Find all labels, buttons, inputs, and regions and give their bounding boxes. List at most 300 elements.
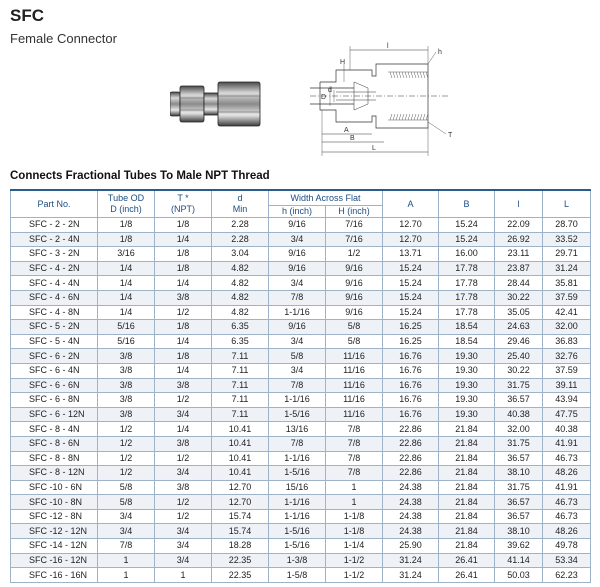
col-tube-od <box>98 190 155 218</box>
table-cell: 31.24 <box>383 568 439 583</box>
table-cell: 16.25 <box>383 320 439 335</box>
table-row <box>11 495 591 510</box>
table-cell: 1 <box>155 568 212 583</box>
table-cell: 15.24 <box>383 305 439 320</box>
table-cell: 5/8 <box>326 334 383 349</box>
table-row <box>11 290 591 305</box>
table-row <box>11 568 591 583</box>
table-cell: 1/4 <box>98 305 155 320</box>
table-cell: 6.35 <box>212 334 269 349</box>
table-cell: 13.71 <box>383 247 439 262</box>
table-cell: 15.74 <box>212 509 269 524</box>
table-cell: 21.84 <box>439 524 495 539</box>
label-D: D <box>321 94 327 101</box>
part-number-cell: SFC - 5 - 4N <box>11 334 98 349</box>
table-row <box>11 393 591 408</box>
table-cell: 7/8 <box>269 290 326 305</box>
table-cell: 1-1/16 <box>269 451 326 466</box>
page-subtitle: Female Connector <box>10 31 117 46</box>
table-cell: 5/8 <box>326 320 383 335</box>
table-cell: 30.22 <box>495 363 543 378</box>
table-cell: 1/4 <box>98 290 155 305</box>
part-number-cell: SFC -16 - 12N <box>11 553 98 568</box>
table-cell: 1/4 <box>98 261 155 276</box>
table-cell: 36.57 <box>495 495 543 510</box>
table-cell: 1/4 <box>98 276 155 291</box>
table-cell: 7/8 <box>98 539 155 554</box>
table-cell: 15/16 <box>269 480 326 495</box>
table-cell: 16.76 <box>383 407 439 422</box>
table-cell: 3/16 <box>98 247 155 262</box>
table-cell: 1/8 <box>98 218 155 233</box>
table-cell: 10.41 <box>212 436 269 451</box>
col-d <box>212 190 269 218</box>
table-cell: 3/8 <box>98 378 155 393</box>
table-cell: 3/4 <box>269 276 326 291</box>
table-cell: 1/2 <box>155 305 212 320</box>
table-cell: 38.10 <box>495 524 543 539</box>
table-cell: 4.82 <box>212 261 269 276</box>
table-cell: 1-5/16 <box>269 524 326 539</box>
table-cell: 16.76 <box>383 393 439 408</box>
table-cell: 19.30 <box>439 363 495 378</box>
table-cell: 5/16 <box>98 320 155 335</box>
col-t-label: T * <box>177 193 189 203</box>
table-row <box>11 261 591 276</box>
table-cell: 39.11 <box>543 378 591 393</box>
col-tube-od-label: Tube OD <box>107 193 145 203</box>
part-number-cell: SFC - 4 - 2N <box>11 261 98 276</box>
table-cell: 15.24 <box>439 232 495 247</box>
table-cell: 12.70 <box>383 218 439 233</box>
table-cell: 35.05 <box>495 305 543 320</box>
table-cell: 26.41 <box>439 553 495 568</box>
table-cell: 7/8 <box>326 466 383 481</box>
part-number-cell: SFC -12 - 12N <box>11 524 98 539</box>
table-cell: 46.73 <box>543 451 591 466</box>
table-cell: 17.78 <box>439 290 495 305</box>
table-cell: 1/2 <box>326 247 383 262</box>
table-row <box>11 305 591 320</box>
table-cell: 5/8 <box>98 495 155 510</box>
table-row <box>11 422 591 437</box>
table-cell: 3/8 <box>155 378 212 393</box>
table-cell: 18.28 <box>212 539 269 554</box>
table-cell: 1/2 <box>98 451 155 466</box>
table-row <box>11 218 591 233</box>
part-number-cell: SFC - 4 - 6N <box>11 290 98 305</box>
table-cell: 7.11 <box>212 393 269 408</box>
table-cell: 31.75 <box>495 378 543 393</box>
table-cell: 9/16 <box>326 276 383 291</box>
part-number-cell: SFC - 6 - 4N <box>11 363 98 378</box>
label-A: A <box>344 127 349 134</box>
table-row <box>11 539 591 554</box>
table-cell: 1/4 <box>155 363 212 378</box>
table-cell: 7.11 <box>212 349 269 364</box>
page-title: SFC <box>10 6 44 25</box>
table-cell: 23.11 <box>495 247 543 262</box>
table-cell: 26.92 <box>495 232 543 247</box>
table-cell: 24.63 <box>495 320 543 335</box>
table-cell: 11/16 <box>326 393 383 408</box>
col-d-unit: Min <box>232 204 248 214</box>
table-cell: 15.24 <box>383 290 439 305</box>
table-cell: 32.00 <box>495 422 543 437</box>
table-cell: 3/4 <box>155 466 212 481</box>
table-cell: 16.76 <box>383 363 439 378</box>
table-cell: 7/8 <box>269 378 326 393</box>
table-row <box>11 509 591 524</box>
table-cell: 19.30 <box>439 349 495 364</box>
table-row <box>11 553 591 568</box>
table-cell: 24.38 <box>383 495 439 510</box>
table-cell: 3/4 <box>269 232 326 247</box>
table-cell: 1/2 <box>98 422 155 437</box>
table-cell: 37.59 <box>543 290 591 305</box>
table-row <box>11 480 591 495</box>
table-cell: 1/8 <box>155 349 212 364</box>
table-cell: 3/8 <box>98 349 155 364</box>
table-cell: 7.11 <box>212 363 269 378</box>
table-row <box>11 466 591 481</box>
table-cell: 46.73 <box>543 495 591 510</box>
table-cell: 1/8 <box>155 320 212 335</box>
table-cell: 21.84 <box>439 539 495 554</box>
table-cell: 3/8 <box>98 363 155 378</box>
table-cell: 2.28 <box>212 218 269 233</box>
table-cell: 7/16 <box>326 218 383 233</box>
col-t <box>155 190 212 218</box>
table-cell: 5/16 <box>98 334 155 349</box>
table-cell: 7/8 <box>269 436 326 451</box>
table-cell: 3/8 <box>155 290 212 305</box>
part-number-cell: SFC -10 - 8N <box>11 495 98 510</box>
part-number-cell: SFC -10 - 6N <box>11 480 98 495</box>
table-cell: 22.86 <box>383 422 439 437</box>
label-T: T <box>448 132 453 139</box>
table-cell: 1/2 <box>155 393 212 408</box>
table-cell: 31.24 <box>543 261 591 276</box>
table-row <box>11 276 591 291</box>
label-l: l <box>387 43 389 50</box>
table-cell: 7/16 <box>326 232 383 247</box>
table-cell: 62.23 <box>543 568 591 583</box>
table-cell: 36.83 <box>543 334 591 349</box>
table-cell: 22.35 <box>212 568 269 583</box>
table-cell: 5/8 <box>98 480 155 495</box>
table-cell: 3.04 <box>212 247 269 262</box>
table-cell: 1/2 <box>155 451 212 466</box>
table-cell: 3/4 <box>269 334 326 349</box>
col-width-across-flat: Width Across Flat <box>269 190 383 206</box>
table-cell: 50.03 <box>495 568 543 583</box>
part-number-cell: SFC -12 - 8N <box>11 509 98 524</box>
table-cell: 24.38 <box>383 524 439 539</box>
part-number-cell: SFC - 8 - 12N <box>11 466 98 481</box>
part-number-cell: SFC - 6 - 8N <box>11 393 98 408</box>
table-cell: 46.73 <box>543 509 591 524</box>
part-number-cell: SFC - 2 - 2N <box>11 218 98 233</box>
part-number-cell: SFC - 8 - 8N <box>11 451 98 466</box>
table-cell: 1-5/16 <box>269 466 326 481</box>
table-row <box>11 524 591 539</box>
part-number-cell: SFC - 6 - 2N <box>11 349 98 364</box>
table-cell: 1 <box>98 568 155 583</box>
table-cell: 9/16 <box>326 290 383 305</box>
table-cell: 18.54 <box>439 334 495 349</box>
table-cell: 3/4 <box>269 363 326 378</box>
table-cell: 1-5/8 <box>269 568 326 583</box>
spec-table <box>10 189 591 583</box>
table-cell: 10.41 <box>212 466 269 481</box>
table-cell: 7.11 <box>212 378 269 393</box>
table-cell: 36.57 <box>495 451 543 466</box>
table-cell: 48.26 <box>543 466 591 481</box>
table-cell: 1 <box>326 480 383 495</box>
table-row <box>11 232 591 247</box>
table-cell: 1-1/4 <box>326 539 383 554</box>
part-number-cell: SFC - 5 - 2N <box>11 320 98 335</box>
table-cell: 23.87 <box>495 261 543 276</box>
table-cell: 1/8 <box>155 218 212 233</box>
table-cell: 6.35 <box>212 320 269 335</box>
table-cell: 22.86 <box>383 451 439 466</box>
part-number-cell: SFC -14 - 12N <box>11 539 98 554</box>
table-cell: 11/16 <box>326 363 383 378</box>
label-L: L <box>372 145 376 152</box>
table-cell: 32.76 <box>543 349 591 364</box>
table-cell: 1/4 <box>155 422 212 437</box>
table-cell: 3/4 <box>155 553 212 568</box>
table-cell: 10.41 <box>212 422 269 437</box>
table-cell: 22.09 <box>495 218 543 233</box>
table-cell: 21.84 <box>439 509 495 524</box>
table-cell: 21.84 <box>439 495 495 510</box>
table-cell: 4.82 <box>212 305 269 320</box>
table-cell: 41.14 <box>495 553 543 568</box>
table-cell: 24.38 <box>383 480 439 495</box>
table-cell: 38.10 <box>495 466 543 481</box>
table-cell: 47.75 <box>543 407 591 422</box>
section-heading: Connects Fractional Tubes To Male NPT Thread <box>10 170 270 182</box>
col-a: A <box>383 190 439 218</box>
table-cell: 1-1/16 <box>269 495 326 510</box>
table-header-row <box>11 190 591 206</box>
table-cell: 22.35 <box>212 553 269 568</box>
table-cell: 11/16 <box>326 407 383 422</box>
table-cell: 12.70 <box>212 480 269 495</box>
table-cell: 43.94 <box>543 393 591 408</box>
table-cell: 3/4 <box>155 407 212 422</box>
table-cell: 1/4 <box>155 334 212 349</box>
part-number-cell: SFC - 6 - 6N <box>11 378 98 393</box>
technical-drawing <box>310 42 460 160</box>
table-cell: 16.76 <box>383 378 439 393</box>
table-cell: 30.22 <box>495 290 543 305</box>
table-cell: 35.81 <box>543 276 591 291</box>
table-cell: 28.44 <box>495 276 543 291</box>
table-cell: 15.24 <box>439 218 495 233</box>
col-h-big: H (inch) <box>326 206 383 218</box>
table-cell: 1 <box>98 553 155 568</box>
table-cell: 31.75 <box>495 436 543 451</box>
table-row <box>11 363 591 378</box>
table-cell: 1/4 <box>155 232 212 247</box>
table-cell: 31.75 <box>495 480 543 495</box>
table-cell: 22.86 <box>383 436 439 451</box>
table-cell: 9/16 <box>326 305 383 320</box>
table-cell: 16.00 <box>439 247 495 262</box>
table-cell: 39.62 <box>495 539 543 554</box>
part-number-cell: SFC - 8 - 6N <box>11 436 98 451</box>
table-cell: 25.40 <box>495 349 543 364</box>
table-cell: 41.91 <box>543 480 591 495</box>
table-cell: 1-1/2 <box>326 553 383 568</box>
table-cell: 5/8 <box>269 349 326 364</box>
table-cell: 33.52 <box>543 232 591 247</box>
table-cell: 3/4 <box>98 509 155 524</box>
table-row <box>11 334 591 349</box>
table-cell: 3/8 <box>98 393 155 408</box>
col-l-big: L <box>543 190 591 218</box>
table-cell: 16.76 <box>383 349 439 364</box>
table-cell: 18.54 <box>439 320 495 335</box>
table-cell: 3/4 <box>155 524 212 539</box>
table-cell: 10.41 <box>212 451 269 466</box>
table-cell: 19.30 <box>439 393 495 408</box>
table-cell: 13/16 <box>269 422 326 437</box>
table-cell: 9/16 <box>269 247 326 262</box>
table-row <box>11 436 591 451</box>
table-cell: 2.28 <box>212 232 269 247</box>
table-cell: 3/4 <box>155 539 212 554</box>
table-cell: 21.84 <box>439 422 495 437</box>
table-cell: 1/8 <box>155 247 212 262</box>
table-cell: 1-1/2 <box>326 568 383 583</box>
table-cell: 12.70 <box>383 232 439 247</box>
table-cell: 3/8 <box>155 480 212 495</box>
table-cell: 42.41 <box>543 305 591 320</box>
table-cell: 1-1/8 <box>326 509 383 524</box>
table-cell: 22.86 <box>383 466 439 481</box>
table-cell: 11/16 <box>326 378 383 393</box>
table-cell: 1-1/16 <box>269 305 326 320</box>
table-cell: 1/2 <box>98 436 155 451</box>
table-cell: 1-1/16 <box>269 509 326 524</box>
table-cell: 19.30 <box>439 378 495 393</box>
table-cell: 25.90 <box>383 539 439 554</box>
table-cell: 3/8 <box>98 407 155 422</box>
part-number-cell: SFC -16 - 16N <box>11 568 98 583</box>
table-cell: 1-5/16 <box>269 539 326 554</box>
table-cell: 29.71 <box>543 247 591 262</box>
col-part-no: Part No. <box>11 190 98 218</box>
col-d-label: d <box>237 193 243 203</box>
table-cell: 40.38 <box>495 407 543 422</box>
table-cell: 21.84 <box>439 451 495 466</box>
table-cell: 36.57 <box>495 509 543 524</box>
table-cell: 1 <box>326 495 383 510</box>
table-cell: 1/8 <box>98 232 155 247</box>
table-cell: 31.24 <box>383 553 439 568</box>
table-cell: 17.78 <box>439 305 495 320</box>
table-row <box>11 451 591 466</box>
part-number-cell: SFC - 4 - 4N <box>11 276 98 291</box>
col-l-small: l <box>495 190 543 218</box>
table-row <box>11 378 591 393</box>
part-number-cell: SFC - 3 - 2N <box>11 247 98 262</box>
table-cell: 40.38 <box>543 422 591 437</box>
col-t-unit: (NPT) <box>171 204 195 214</box>
table-cell: 7.11 <box>212 407 269 422</box>
table-cell: 15.24 <box>383 261 439 276</box>
table-cell: 1/8 <box>155 261 212 276</box>
table-row <box>11 349 591 364</box>
col-b: B <box>439 190 495 218</box>
table-cell: 7/8 <box>326 422 383 437</box>
table-cell: 24.38 <box>383 509 439 524</box>
part-number-cell: SFC - 6 - 12N <box>11 407 98 422</box>
product-photo <box>170 78 270 130</box>
table-cell: 1/4 <box>155 276 212 291</box>
table-cell: 1-3/8 <box>269 553 326 568</box>
table-row <box>11 247 591 262</box>
table-cell: 37.59 <box>543 363 591 378</box>
table-cell: 1-1/16 <box>269 393 326 408</box>
label-d: d <box>328 87 332 94</box>
table-cell: 28.70 <box>543 218 591 233</box>
table-cell: 4.82 <box>212 276 269 291</box>
part-number-cell: SFC - 2 - 4N <box>11 232 98 247</box>
table-cell: 3/8 <box>155 436 212 451</box>
table-cell: 29.46 <box>495 334 543 349</box>
table-cell: 1/2 <box>155 495 212 510</box>
table-cell: 9/16 <box>326 261 383 276</box>
table-cell: 21.84 <box>439 480 495 495</box>
table-cell: 26.41 <box>439 568 495 583</box>
table-cell: 15.74 <box>212 524 269 539</box>
table-cell: 7/8 <box>326 451 383 466</box>
col-tube-od-unit: D (inch) <box>110 204 142 214</box>
table-cell: 36.57 <box>495 393 543 408</box>
table-row <box>11 407 591 422</box>
table-cell: 48.26 <box>543 524 591 539</box>
table-cell: 3/4 <box>98 524 155 539</box>
table-cell: 32.00 <box>543 320 591 335</box>
table-cell: 15.24 <box>383 276 439 291</box>
table-cell: 53.34 <box>543 553 591 568</box>
col-h-small: h (inch) <box>269 206 326 218</box>
table-cell: 4.82 <box>212 290 269 305</box>
table-cell: 21.84 <box>439 466 495 481</box>
table-cell: 17.78 <box>439 276 495 291</box>
part-number-cell: SFC - 8 - 4N <box>11 422 98 437</box>
table-cell: 41.91 <box>543 436 591 451</box>
label-h: h <box>438 49 442 56</box>
table-cell: 9/16 <box>269 261 326 276</box>
table-cell: 9/16 <box>269 218 326 233</box>
table-cell: 7/8 <box>326 436 383 451</box>
table-cell: 16.25 <box>383 334 439 349</box>
table-cell: 1-1/8 <box>326 524 383 539</box>
table-cell: 21.84 <box>439 436 495 451</box>
table-cell: 12.70 <box>212 495 269 510</box>
table-cell: 1/2 <box>155 509 212 524</box>
label-B: B <box>350 135 355 142</box>
table-cell: 1-5/16 <box>269 407 326 422</box>
table-cell: 49.78 <box>543 539 591 554</box>
